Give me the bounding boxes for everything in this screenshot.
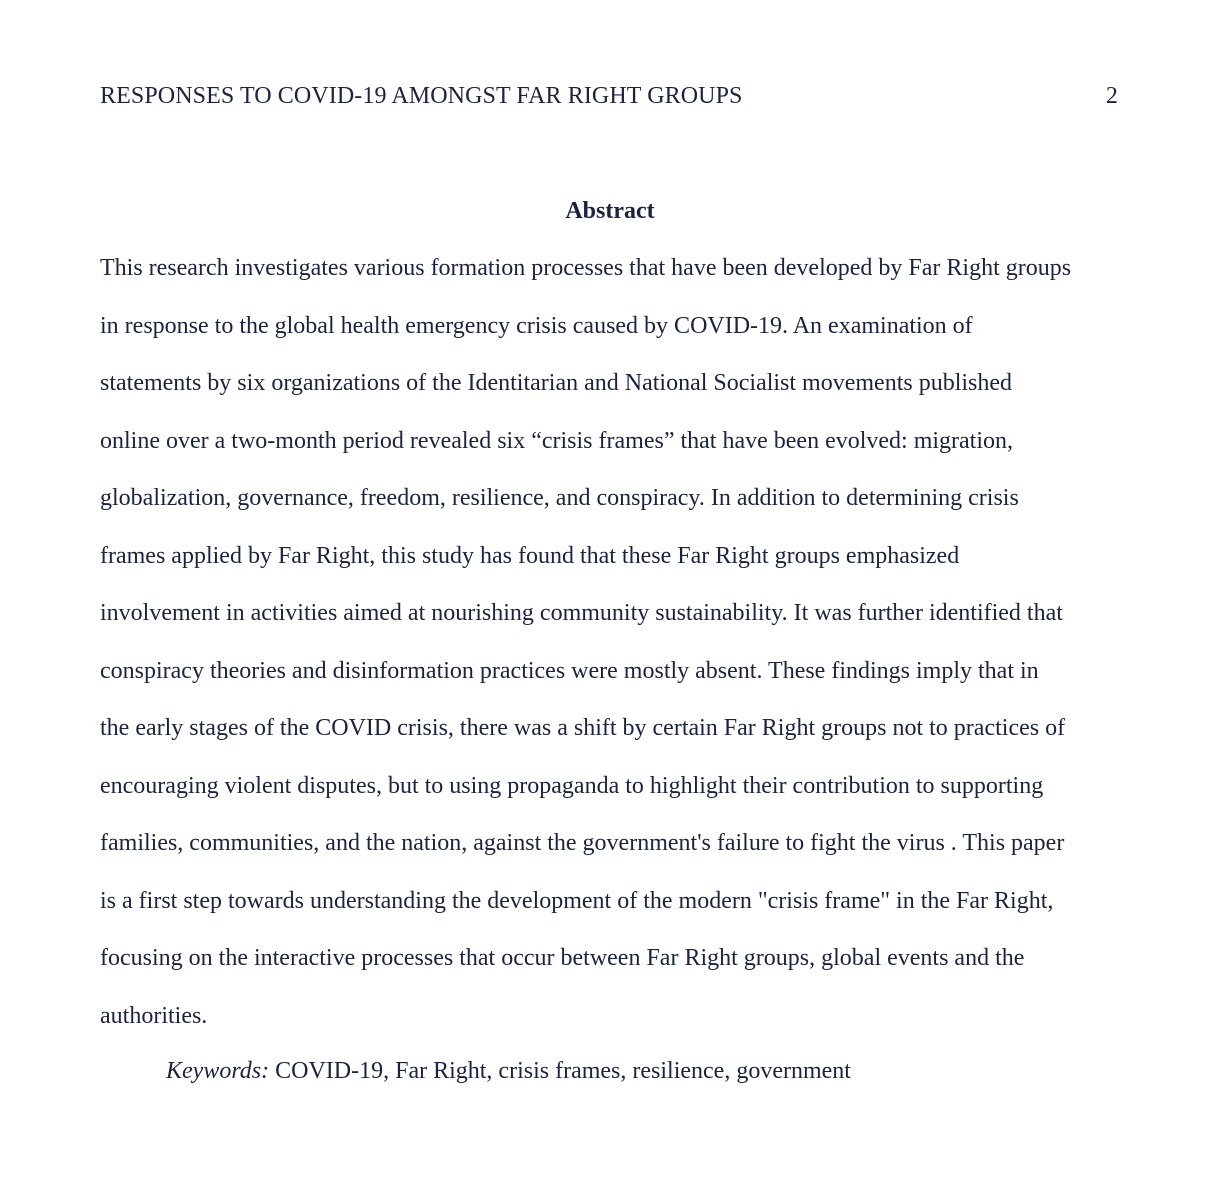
abstract-line: This research investigates various formation processes that have been developed by Far Right groups [100,255,1072,281]
abstract-line: online over a two-month period revealed six “crisis frames” that have been evolved: migration, [100,427,1014,454]
keywords-value: COVID-19, Far Right, crisis frames, resilience, government [269,1058,851,1084]
page-number: 2 [1105,83,1118,109]
abstract-line: in response to the global health emergency crisis caused by COVID-19. An examination of [100,312,973,339]
abstract-line: involvement in activities aimed at nourishing community sustainability. It was further identified that [100,600,1063,626]
abstract-line: focusing on the interactive processes that occur between Far Right groups, global events and the [100,945,1025,971]
abstract-line: statements by six organizations of the Identitarian and National Socialist movements published [100,370,1013,396]
abstract-line: families, communities, and the nation, against the government's failure to fight the virus . This paper [100,830,1065,856]
keywords-label: Keywords: [166,1058,270,1084]
abstract-line: frames applied by Far Right, this study has found that these Far Right groups emphasized [100,542,960,569]
abstract-line: is a first step towards understanding the development of the modern "crisis frame" in the Far Right, [100,887,1054,914]
running-head-title: RESPONSES TO COVID-19 AMONGST FAR RIGHT GROUPS [100,83,743,109]
abstract-body [100,253,1130,1058]
abstract-line: conspiracy theories and disinformation practices were mostly absent. These findings imply that in [100,657,1039,684]
abstract-line: authorities. [100,1002,208,1029]
abstract-line: encouraging violent disputes, but to using propaganda to highlight their contribution to supporting [100,772,1044,799]
running-head [100,81,1118,111]
abstract-line: globalization, governance, freedom, resilience, and conspiracy. In addition to determining crisis [100,485,1019,511]
abstract-heading: Abstract [565,198,655,224]
abstract-line: the early stages of the COVID crisis, there was a shift by certain Far Right groups not to practices of [100,715,1066,741]
keywords [166,1056,851,1086]
